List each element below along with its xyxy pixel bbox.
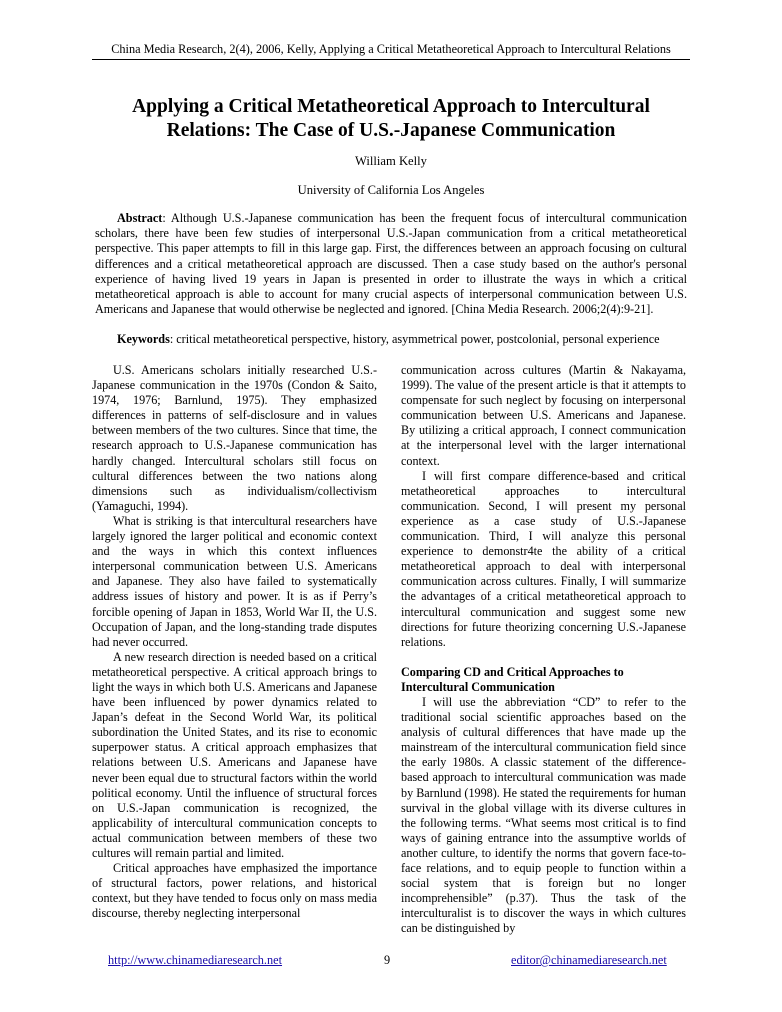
- left-column: [92, 363, 377, 921]
- keywords: [95, 332, 687, 347]
- author-affiliation: University of California Los Angeles: [297, 183, 485, 197]
- abstract-label: Abstract: [117, 211, 163, 225]
- section-heading: Comparing CD and Critical Approaches to Intercultural Communication: [401, 664, 624, 694]
- body-paragraph: I will first compare difference-based and critical metatheoretical approaches to intercultural communication. Second, I will present my personal experience as a case study of U.S.-Japanese communication. Third, I will analyze this personal experience to demonstr4te the ability of a critical metatheoretical approach to deal with interpersonal communication across cultures. Finally, I will summarize the advantages of a critical metatheoretical approach to intercultural communication and suggest some new directions for future theorizing concerning U.S.-Japanese relations.: [401, 468, 686, 649]
- keywords-label: Keywords: [117, 332, 170, 346]
- email-link[interactable]: editor@chinamediaresearch.net: [511, 953, 667, 967]
- abstract: [95, 211, 687, 317]
- keywords-text: : critical metatheoretical perspective, history, asymmetrical power, postcolonial, personal experience: [169, 332, 660, 346]
- page-number: 9: [384, 953, 391, 967]
- body-paragraph: Critical approaches have emphasized the importance of structural factors, power relations, and historical context, but they have tended to focus only on mass media discourse, thereby neglecting interpersonal: [92, 861, 377, 921]
- body-paragraph: A new research direction is needed based on a critical metatheoretical perspective. A critical approach brings to light the ways in which both U.S. Americans and Japanese have been influenced by power dynamics related to Japan’s defeat in the Second World War, its political subordination the United States, and its rise to economic superpower status. A critical approach emphasizes that relations between U.S. Americans and Japanese have never been equal due to structural factors within the world political economy. Until the influence of structural forces on U.S.-Japan communication is recognized, the applicability of intercultural communication concepts to actual communication between members of these two cultures will remain partial and limited.: [92, 649, 377, 860]
- right-column: [401, 363, 686, 936]
- abstract-text: : Although U.S.-Japanese communication has been the frequent focus of intercultural communication scholars, there have been few studies of interpersonal U.S.-Japan communication from a critical metatheoretical perspective. This paper attempts to fill in this large gap. First, the differences between an approach focusing on cultural differences and a critical metatheoretical approach are discussed. Then a case study based on the author's personal experience of having lived 19 years in Japan is presented in order to illustrate the ways in which a critical metatheoretical approach is able to account for many crucial aspects of interpersonal communication between U.S. Americans and Japanese that would otherwise be neglected and ignored. [China Media Research. 2006;2(4):9-21].: [95, 211, 687, 317]
- body-paragraph: communication across cultures (Martin & Nakayama, 1999). The value of the present article is that it attempts to compensate for such neglect by focusing on interpersonal communication between U.S. Americans and Japanese. By utilizing a critical approach, I connect communication at the interpersonal level with the larger international context.: [401, 363, 686, 468]
- body-paragraph: U.S. Americans scholars initially researched U.S.-Japanese communication in the 1970s (Condon & Saito, 1974, 1976; Barnlund, 1975). They emphasized differences in patterns of self-disclosure and in values between members of the two cultures. Since that time, the research approach to U.S.-Japanese communication has hardly changed. Intercultural scholars still focus on cultural differences between the two nations along dimensions such as individualism/collectivism (Yamaguchi, 1994).: [92, 363, 377, 513]
- article-title: Applying a Critical Metatheoretical Approach to Intercultural Relations: The Case of U.S.-Japanese Communication: [132, 96, 650, 141]
- body-paragraph: I will use the abbreviation “CD” to refer to the traditional social scientific approaches based on the analysis of cultural differences that have made up the mainstream of the intercultural communication field since the early 1980s. A classic statement of the difference-based approach to intercultural communication was made by Barnlund (1998). He stated the requirements for human survival in the global village with its diverse cultures in the following terms. “What seems most critical is to find ways of gaining entrance into the assumptive worlds of another culture, to identify the norms that govern face-to-face relations, and to equip people to function within a social system that is foreign but no longer incomprehensible” (p.37). Thus the task of the interculturalist is to discover the ways in which cultures can be distinguished by: [401, 694, 686, 936]
- author-name: William Kelly: [355, 154, 427, 168]
- website-link[interactable]: http://www.chinamediaresearch.net: [108, 953, 283, 967]
- running-head: China Media Research, 2(4), 2006, Kelly, Applying a Critical Metatheoretical Approach to Intercultural Relations: [92, 42, 690, 60]
- body-paragraph: What is striking is that intercultural researchers have largely ignored the larger political and economic context and the ways in which this context influences interpersonal communication between U.S. Americans and Japanese. They also have failed to systematically address issues of history and power. It is as if Perry’s forcible opening of Japan in 1853, World War II, the U.S. Occupation of Japan, and the long-standing trade disputes had never occurred.: [92, 513, 377, 649]
